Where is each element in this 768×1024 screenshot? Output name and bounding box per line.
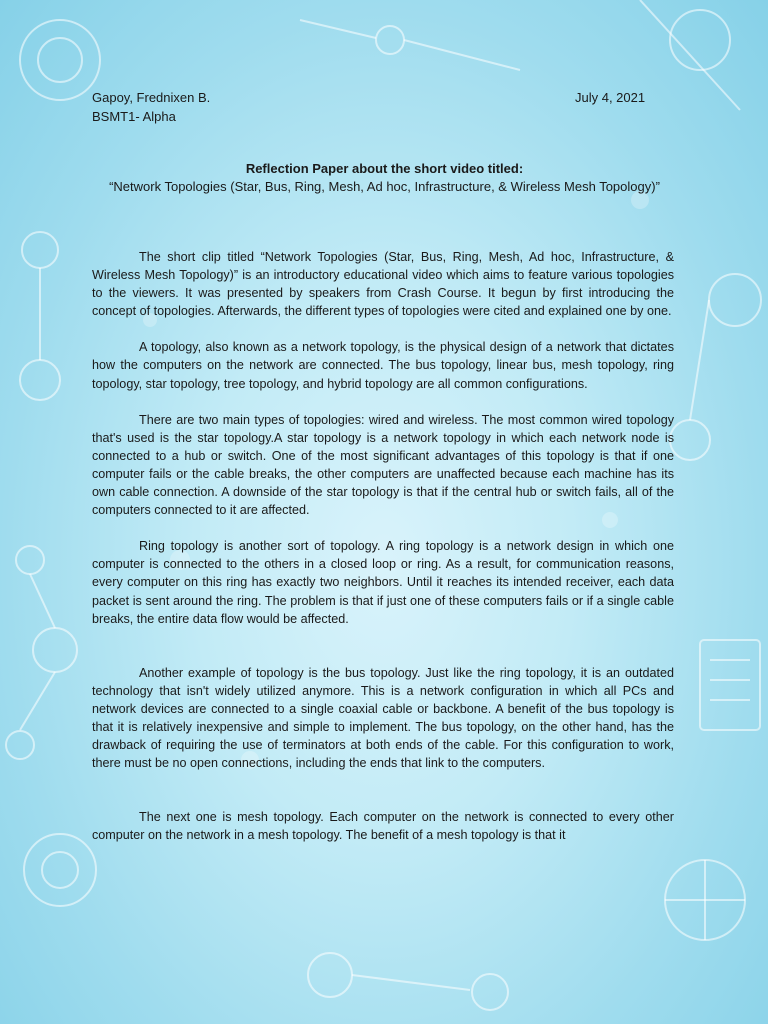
title-block [92,160,677,196]
date-block [575,88,645,107]
paragraph-topology-definition: A topology, also known as a network topology, is the physical design of a network that dictates how the computers on the network are connected. The bus topology, linear bus, mesh topology, ring topology, star topology, tree topology, and hybrid topology are all common configurations. [92,340,674,391]
author-name: Gapoy, Frednixen B. [92,90,211,105]
section-name: BSMT1- Alpha [92,109,176,124]
paper-title: Reflection Paper about the short video titled: [245,161,524,176]
author-block [92,88,210,126]
video-title: “Network Topologies (Star, Bus, Ring, Mesh, Ad hoc, Infrastructure, & Wireless Mesh Topology)” [109,179,660,194]
paragraph-ring-topology: Ring topology is another sort of topology. A ring topology is a network design in which one computer is connected to the others in a closed loop or ring. As a result, for communication reasons, every computer on this ring has exactly two neighbors. Until it reaches its intended receiver, each data packet is sent around the ring. The problem is that if just one of these computers fails or if a single cable breaks, the entire data flow would be affected. [92,539,674,626]
paragraph-intro: The short clip titled “Network Topologies (Star, Bus, Ring, Mesh, Ad hoc, Infrastructure, & Wireless Mesh Topology)” is an introductory educational video which aims to feature various topologies to the viewers. It was presented by speakers from Crash Course. It begun by first introducing the concept of topologies. Afterwards, the different types of topologies were cited and explained one by one. [92,250,674,319]
body-text [92,248,674,844]
paragraph-bus-topology: Another example of topology is the bus topology. Just like the ring topology, it is an outdated technology that isn't widely utilized anymore. This is a network configuration in which all PCs and network devices are connected to a single coaxial cable or backbone. A benefit of the bus topology is that it is relatively inexpensive and simple to implement. The bus topology, on the other hand, has the drawback of requiring the use of terminators at both ends of the cable. For this configuration to work, there must be no open connections, including the ends that link to the computers. [92,665,674,771]
paragraph-mesh-topology: The next one is mesh topology. Each computer on the network is connected to every other computer on the network in a mesh topology. The benefit of a mesh topology is that it [92,810,674,843]
paragraph-star-topology: There are two main types of topologies: wired and wireless. The most common wired topology that's used is the star topology.A star topology is a network topology in which each network node is connected to a hub or switch. One of the most significant advantages of this topology is that if one computer fails or the cable breaks, the other computers are unaffected because each machine has its own cable connection. A downside of the star topology is that if the central hub or switch fails, all of the computers connected to it are affected. [92,412,674,518]
document-date: July 4, 2021 [575,90,646,105]
